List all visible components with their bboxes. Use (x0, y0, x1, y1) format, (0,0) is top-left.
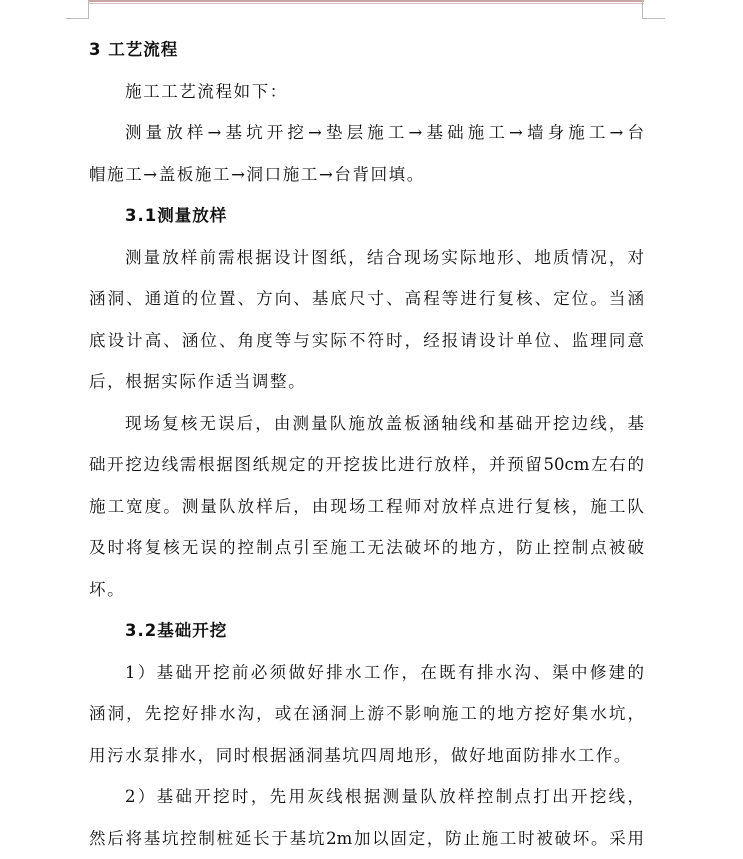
paragraph-line: 然后将基坑控制桩延长于基坑2m加以固定，防止施工时被破坏。采用 (89, 818, 644, 859)
subsection-title: 3.1测量放样 (89, 195, 644, 237)
paragraph-line: 坏。 (89, 569, 644, 611)
paragraph-line: 涵洞、通道的位置、方向、基底尺寸、高程等进行复核、定位。当涵 (89, 278, 644, 320)
flow-line: 帽施工→盖板施工→洞口施工→台背回填。 (89, 154, 644, 196)
paragraph-line: 后，根据实际作适当调整。 (89, 361, 644, 403)
paragraph-line: 测量放样前需根据设计图纸，结合现场实际地形、地质情况，对 (89, 237, 644, 279)
document-body (89, 29, 644, 859)
paragraph-line: 施工宽度。测量队放样后，由现场工程师对放样点进行复核，施工队 (89, 486, 644, 528)
section-title: 3 工艺流程 (89, 29, 644, 71)
paragraph-line: 及时将复核无误的控制点引至施工无法破坏的地方，防止控制点被破 (89, 527, 644, 569)
paragraph-line: 底设计高、涵位、角度等与实际不符时，经报请设计单位、监理同意 (89, 320, 644, 362)
paragraph-line: 现场复核无误后，由测量队施放盖板涵轴线和基础开挖边线，基 (89, 403, 644, 445)
paragraph-line: 涵洞，先挖好排水沟，或在涵洞上游不影响施工的地方挖好集水坑， (89, 693, 644, 735)
page-corner-mark-left (66, 0, 89, 19)
paragraph-line: 2）基础开挖时，先用灰线根据测量队放样控制点打出开挖线， (89, 776, 644, 818)
paragraph-line: 用污水泵排水，同时根据涵洞基坑四周地形，做好地面防排水工作。 (89, 735, 644, 777)
page-corner-mark-right (642, 0, 665, 19)
intro-paragraph: 施工工艺流程如下： (89, 71, 644, 113)
paragraph-line: 1）基础开挖前必须做好排水工作，在既有排水沟、渠中修建的 (89, 652, 644, 694)
paragraph-line: 础开挖边线需根据图纸规定的开挖拔比进行放样，并预留50cm左右的 (89, 444, 644, 486)
flow-line: 测量放样→基坑开挖→垫层施工→基础施工→墙身施工→台 (89, 112, 644, 154)
subsection-title: 3.2基础开挖 (89, 610, 644, 652)
page-top-border (88, 0, 644, 4)
